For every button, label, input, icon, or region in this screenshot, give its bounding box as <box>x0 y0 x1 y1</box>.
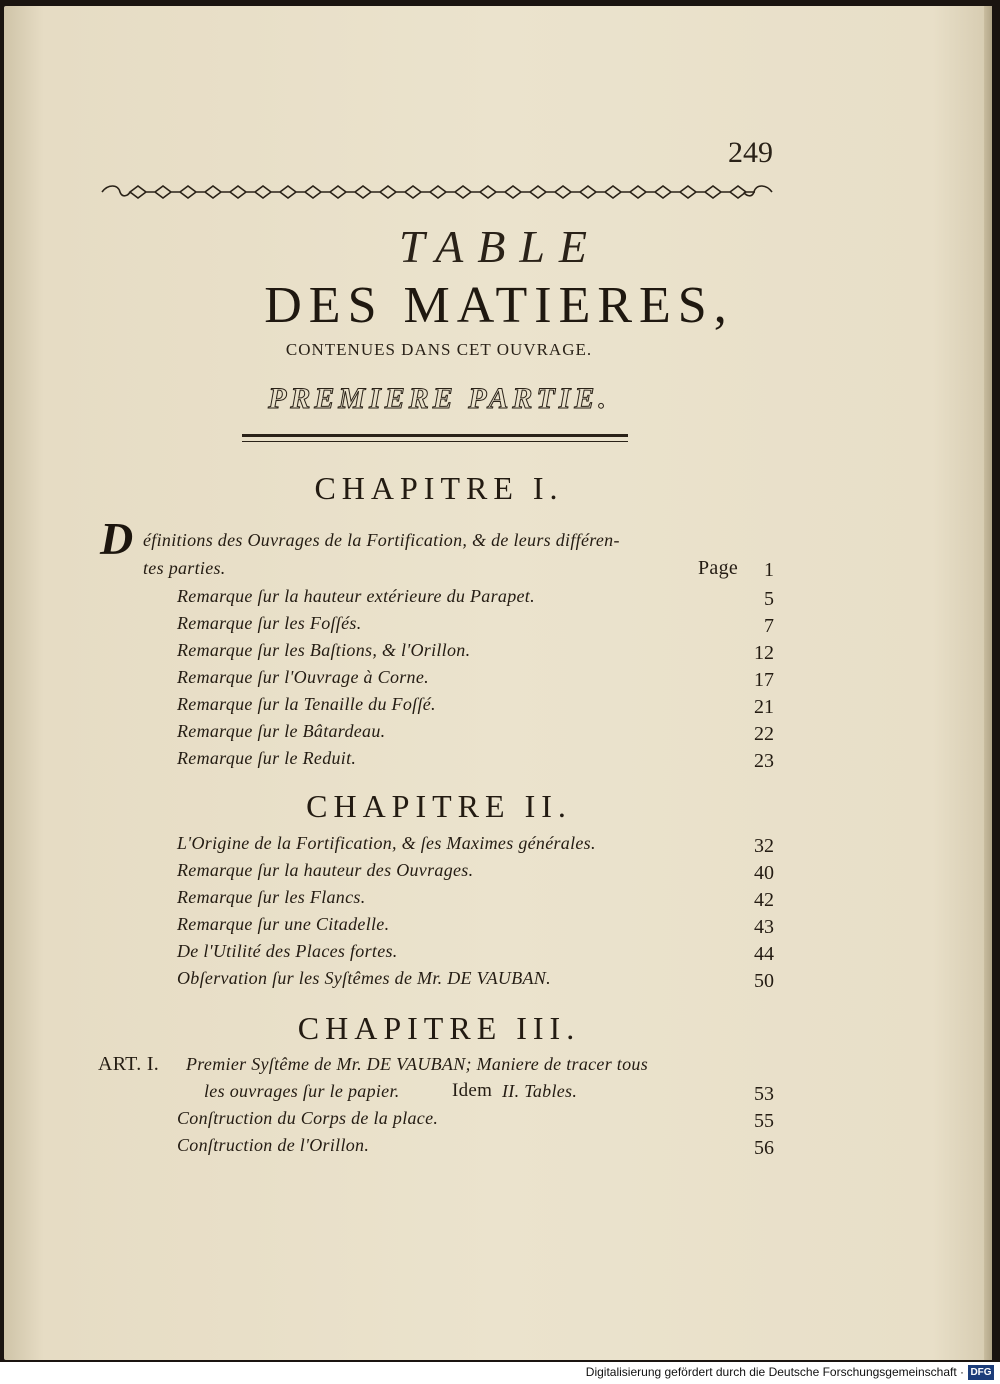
dfg-logo: DFG <box>968 1365 994 1380</box>
toc-entry: L'Origine de la Fortification, & ſes Maximes générales. <box>177 833 596 853</box>
chapter-heading: CHAPITRE I. <box>314 470 564 506</box>
page-ref: 12 <box>754 642 774 664</box>
page-number: 249 <box>728 136 773 169</box>
art-label: ART. I. <box>98 1053 160 1075</box>
art-line-2: les ouvrages ſur le papier. <box>204 1081 400 1101</box>
chapter-heading: CHAPITRE II. <box>306 788 572 824</box>
part-title: PREMIERE PARTIE. <box>268 382 610 415</box>
toc-entry: Remarque ſur la hauteur des Ouvrages. <box>177 860 474 880</box>
divider-thick <box>242 434 628 437</box>
book-page <box>4 6 992 1360</box>
page-ref: 22 <box>754 723 774 745</box>
toc-entry: Remarque ſur le Bâtardeau. <box>177 721 386 741</box>
toc-entry: Remarque ſur la hauteur extérieure du Parapet. <box>177 586 535 606</box>
title-table: TABLE <box>398 221 602 272</box>
page-ref: 32 <box>754 835 774 857</box>
page-ref: 40 <box>754 862 774 884</box>
intro-line-1: éfinitions des Ouvrages de la Fortification, & de leurs différen- <box>143 530 620 550</box>
page-ref: 50 <box>754 970 774 992</box>
page-ref: 42 <box>754 889 774 911</box>
subtitle-contenues: CONTENUES DANS CET OUVRAGE. <box>285 340 593 359</box>
title-des-matieres: DES MATIERES, <box>264 277 734 334</box>
footer-credit: Digitalisierung gefördert durch die Deutsche Forschungsgemeinschaft · <box>585 1365 964 1379</box>
page-ref: 23 <box>754 750 774 772</box>
toc-entry: Conſtruction de l'Orillon. <box>177 1135 370 1155</box>
toc-entry: Remarque ſur le Reduit. <box>177 748 357 768</box>
art-tables: II. Tables. <box>502 1081 578 1101</box>
art-line-1: Premier Syſtême de Mr. DE VAUBAN; Maniere de tracer tous <box>186 1054 649 1074</box>
toc-entry: Remarque ſur les Foſſés. <box>177 613 362 633</box>
page-ref: 55 <box>754 1110 774 1132</box>
page-ref: 53 <box>754 1083 774 1105</box>
footer-bar <box>0 1362 1000 1384</box>
page-ref: 17 <box>754 669 774 691</box>
intro-line-2: tes parties. <box>143 558 226 578</box>
drop-cap: D <box>100 513 134 564</box>
page-ref: 5 <box>764 588 774 610</box>
toc-entry: Remarque ſur une Citadelle. <box>177 914 390 934</box>
page-ref: 7 <box>764 615 774 637</box>
chapter-heading: CHAPITRE III. <box>297 1010 581 1046</box>
toc-entry: De l'Utilité des Places fortes. <box>177 941 398 961</box>
toc-entry: Obſervation ſur les Syſtêmes de Mr. DE VAUBAN. <box>177 968 551 988</box>
toc-entry: Remarque ſur la Tenaille du Foſſé. <box>177 694 436 714</box>
page-ref: 1 <box>764 559 774 581</box>
page-edge <box>984 6 992 1360</box>
toc-entry: Conſtruction du Corps de la place. <box>177 1108 439 1128</box>
page-ref: 56 <box>754 1137 774 1159</box>
page-word: Page <box>698 557 739 579</box>
art-idem: Idem <box>452 1080 493 1101</box>
page-ref: 43 <box>754 916 774 938</box>
toc-entry: Remarque ſur les Flancs. <box>177 887 366 907</box>
page-ref: 21 <box>754 696 774 718</box>
divider-thin <box>242 441 628 442</box>
toc-entry: Remarque ſur les Baſtions, & l'Orillon. <box>177 640 471 660</box>
ornament-band <box>98 180 776 204</box>
page-ref: 44 <box>754 943 774 965</box>
toc-entry: Remarque ſur l'Ouvrage à Corne. <box>177 667 429 687</box>
